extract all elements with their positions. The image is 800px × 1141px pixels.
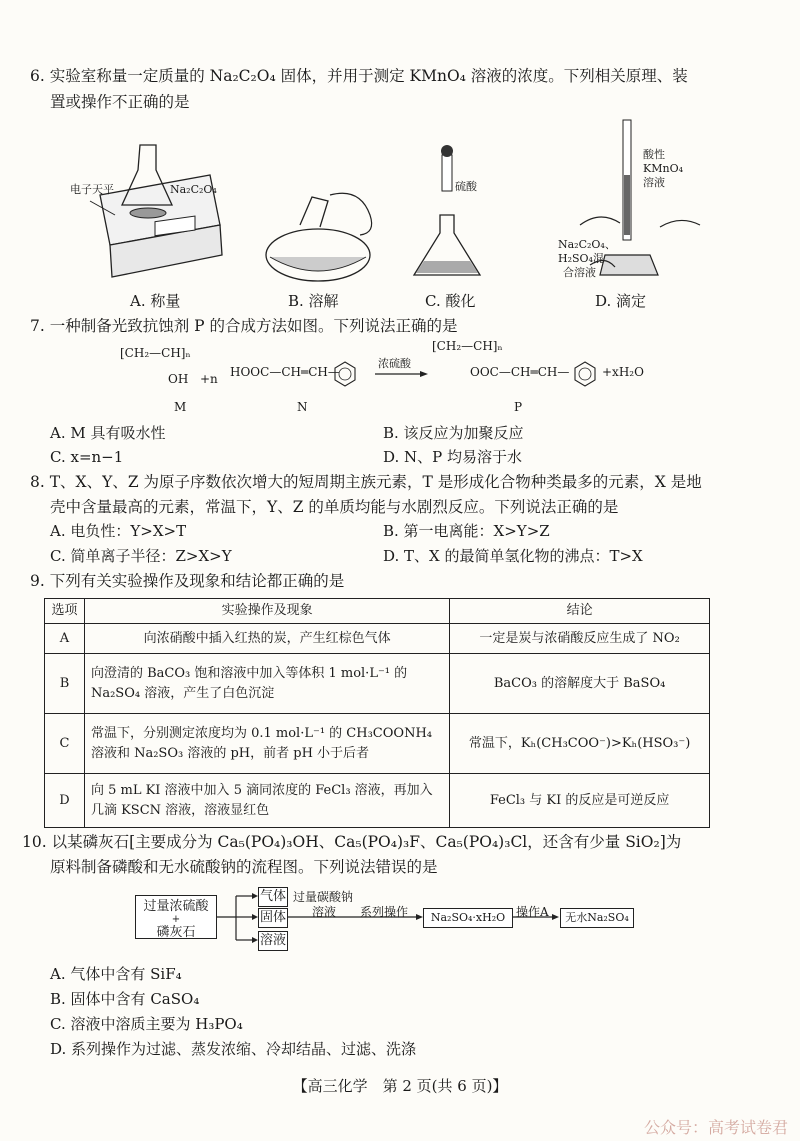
water-product: +xH₂O: [602, 365, 644, 379]
benzene-ring-icon: [575, 362, 595, 386]
label-m: M: [174, 400, 187, 414]
q7-option-d: D. N、P 均易溶于水: [383, 448, 523, 466]
q7-option-b: B. 该反应为加聚反应: [383, 424, 524, 442]
balance-label: 电子天平: [70, 183, 114, 196]
p-phenyl-ring: [565, 358, 605, 388]
acid-label: 硫酸: [455, 180, 477, 193]
watermark: 公众号：高考试卷君: [643, 1118, 788, 1137]
q6-apparatus-figure: [60, 115, 760, 290]
row-conclusion: FeCl₃ 与 KI 的反应是可逆反应: [450, 774, 710, 828]
reaction-condition: 浓硫酸: [378, 357, 411, 370]
table-row: [45, 774, 710, 828]
row-operation: 向浓硝酸中插入红热的炭，产生红棕色气体: [84, 624, 449, 654]
titrant-label-1: 酸性: [643, 148, 665, 161]
label-n: N: [297, 400, 308, 414]
table-header-row: [45, 599, 710, 624]
dissolving-flask-icon: [266, 193, 372, 281]
p-ester: OOC—CH═CH—: [470, 365, 570, 379]
q9-stem: 9. 下列有关实验操作及现象和结论都正确的是: [30, 572, 345, 590]
hydrate-box: Na₂SO₄·xH₂O: [423, 908, 513, 928]
reagent-label-2: 溶液: [312, 905, 337, 919]
page-footer: 【高三化学 第 2 页(共 6 页)】: [292, 1077, 508, 1095]
m-structure: [CH₂—CH]ₙ: [120, 346, 191, 360]
q10-option-a: A. 气体中含有 SiF₄: [50, 965, 182, 983]
solid-box: 固体: [258, 908, 288, 928]
row-conclusion: BaCO₃ 的溶解度大于 BaSO₄: [450, 654, 710, 714]
row-conclusion: 常温下，Kₕ(CH₃COO⁻)>Kₕ(HSO₃⁻): [450, 714, 710, 774]
table-row: [45, 624, 710, 654]
anhydrous-box: 无水Na₂SO₄: [560, 908, 634, 928]
row-option: B: [45, 654, 85, 714]
mixture-label-1: Na₂C₂O₄、: [558, 238, 616, 251]
m-hydroxyl: OH: [168, 372, 189, 386]
row-option: C: [45, 714, 85, 774]
q6-stem: 6. 实验室称量一定质量的 Na₂C₂O₄ 固体，并用于测定 KMnO₄ 溶液的浓度。下列相关原理、装: [30, 67, 688, 85]
row-option: A: [45, 624, 85, 654]
q6-option-b: B. 溶解: [288, 292, 339, 310]
q10-option-d: D. 系列操作为过滤、蒸发浓缩、冷却结晶、过滤、洗涤: [50, 1040, 417, 1058]
acidification-flask-icon: [414, 145, 480, 275]
start-box-plus: +: [171, 914, 181, 925]
n-structure: HOOC—CH═CH—: [230, 365, 340, 379]
q10-option-b: B. 固体中含有 CaSO₄: [50, 990, 200, 1008]
arrow-icon: [416, 914, 423, 920]
plus-n: +n: [200, 372, 218, 386]
reagent-label-1: 过量碳酸钠: [293, 890, 354, 904]
q8-option-d: D. T、X 的最简单氢化物的沸点：T>X: [383, 547, 643, 565]
q6-option-c: C. 酸化: [425, 292, 476, 310]
reagent-label: Na₂C₂O₄: [170, 183, 217, 196]
q7-stem: 7. 一种制备光致抗蚀剂 P 的合成方法如图。下列说法正确的是: [30, 317, 458, 335]
start-box-line-1: 过量浓硫酸: [143, 899, 209, 914]
header-option: 选项: [45, 599, 85, 624]
arrow-icon: [552, 914, 559, 920]
row-conclusion: 一定是炭与浓硝酸反应生成了 NO₂: [450, 624, 710, 654]
header-operation: 实验操作及现象: [84, 599, 449, 624]
q6-option-a: A. 称量: [130, 292, 181, 310]
q8-option-a: A. 电负性：Y>X>T: [50, 522, 187, 540]
q6-option-d: D. 滴定: [595, 292, 647, 310]
q10-option-c: C. 溶液中溶质主要为 H₃PO₄: [50, 1015, 243, 1033]
electronic-balance-icon: [90, 145, 222, 277]
gas-box: 气体: [258, 887, 288, 907]
row-option: D: [45, 774, 85, 828]
q8-option-b: B. 第一电离能：X>Y>Z: [383, 522, 550, 540]
q10-stem-2: 原料制备磷酸和无水硫酸钠的流程图。下列说法错误的是: [50, 858, 438, 876]
benzene-ring-icon: [335, 362, 355, 386]
q7-option-a: A. M 具有吸水性: [50, 424, 166, 442]
row-operation: 向 5 mL KI 溶液中加入 5 滴同浓度的 FeCl₃ 溶液，再加入几滴 KSCN 溶液，溶液显红色: [84, 774, 449, 828]
q8-stem-2: 壳中含量最高的元素，常温下，Y、Z 的单质均能与水剧烈反应。下列说法正确的是: [50, 498, 619, 516]
row-operation: 向澄清的 BaCO₃ 饱和溶液中加入等体积 1 mol·L⁻¹ 的 Na₂SO₄ 溶液，产生了白色沉淀: [84, 654, 449, 714]
table-row: [45, 714, 710, 774]
p-structure: [CH₂—CH]ₙ: [432, 339, 503, 353]
start-box: [135, 895, 217, 939]
titrant-label-3: 溶液: [643, 176, 665, 189]
q6-stem-2: 置或操作不正确的是: [50, 93, 190, 111]
header-conclusion: 结论: [450, 599, 710, 624]
q8-option-c: C. 简单离子半径：Z>X>Y: [50, 547, 232, 565]
titrant-label-2: KMnO₄: [643, 162, 683, 175]
mixture-label-3: 合溶液: [563, 266, 596, 279]
solution-box: 溶液: [258, 931, 288, 951]
table-row: [45, 654, 710, 714]
step-operation-a: 操作A: [516, 905, 549, 919]
q7-option-c: C. x=n−1: [50, 448, 124, 466]
mixture-label-2: H₂SO₄混: [558, 252, 604, 265]
q9-table: [44, 598, 710, 828]
step-series-operation: 系列操作: [360, 905, 409, 919]
q8-stem: 8. T、X、Y、Z 为原子序数依次增大的短周期主族元素，T 是形成化合物种类最多的元素，X 是地: [30, 473, 702, 491]
start-box-line-2: 磷灰石: [156, 925, 196, 940]
label-p: P: [514, 400, 523, 414]
q10-stem: 10. 以某磷灰石[主要成分为 Ca₅(PO₄)₃OH、Ca₅(PO₄)₃F、Ca₅(PO₄)₃Cl，还含有少量 SiO₂]为: [22, 833, 682, 851]
row-operation: 常温下，分别测定浓度均为 0.1 mol·L⁻¹ 的 CH₃COONH₄ 溶液和 Na₂SO₃ 溶液的 pH，前者 pH 小于后者: [84, 714, 449, 774]
